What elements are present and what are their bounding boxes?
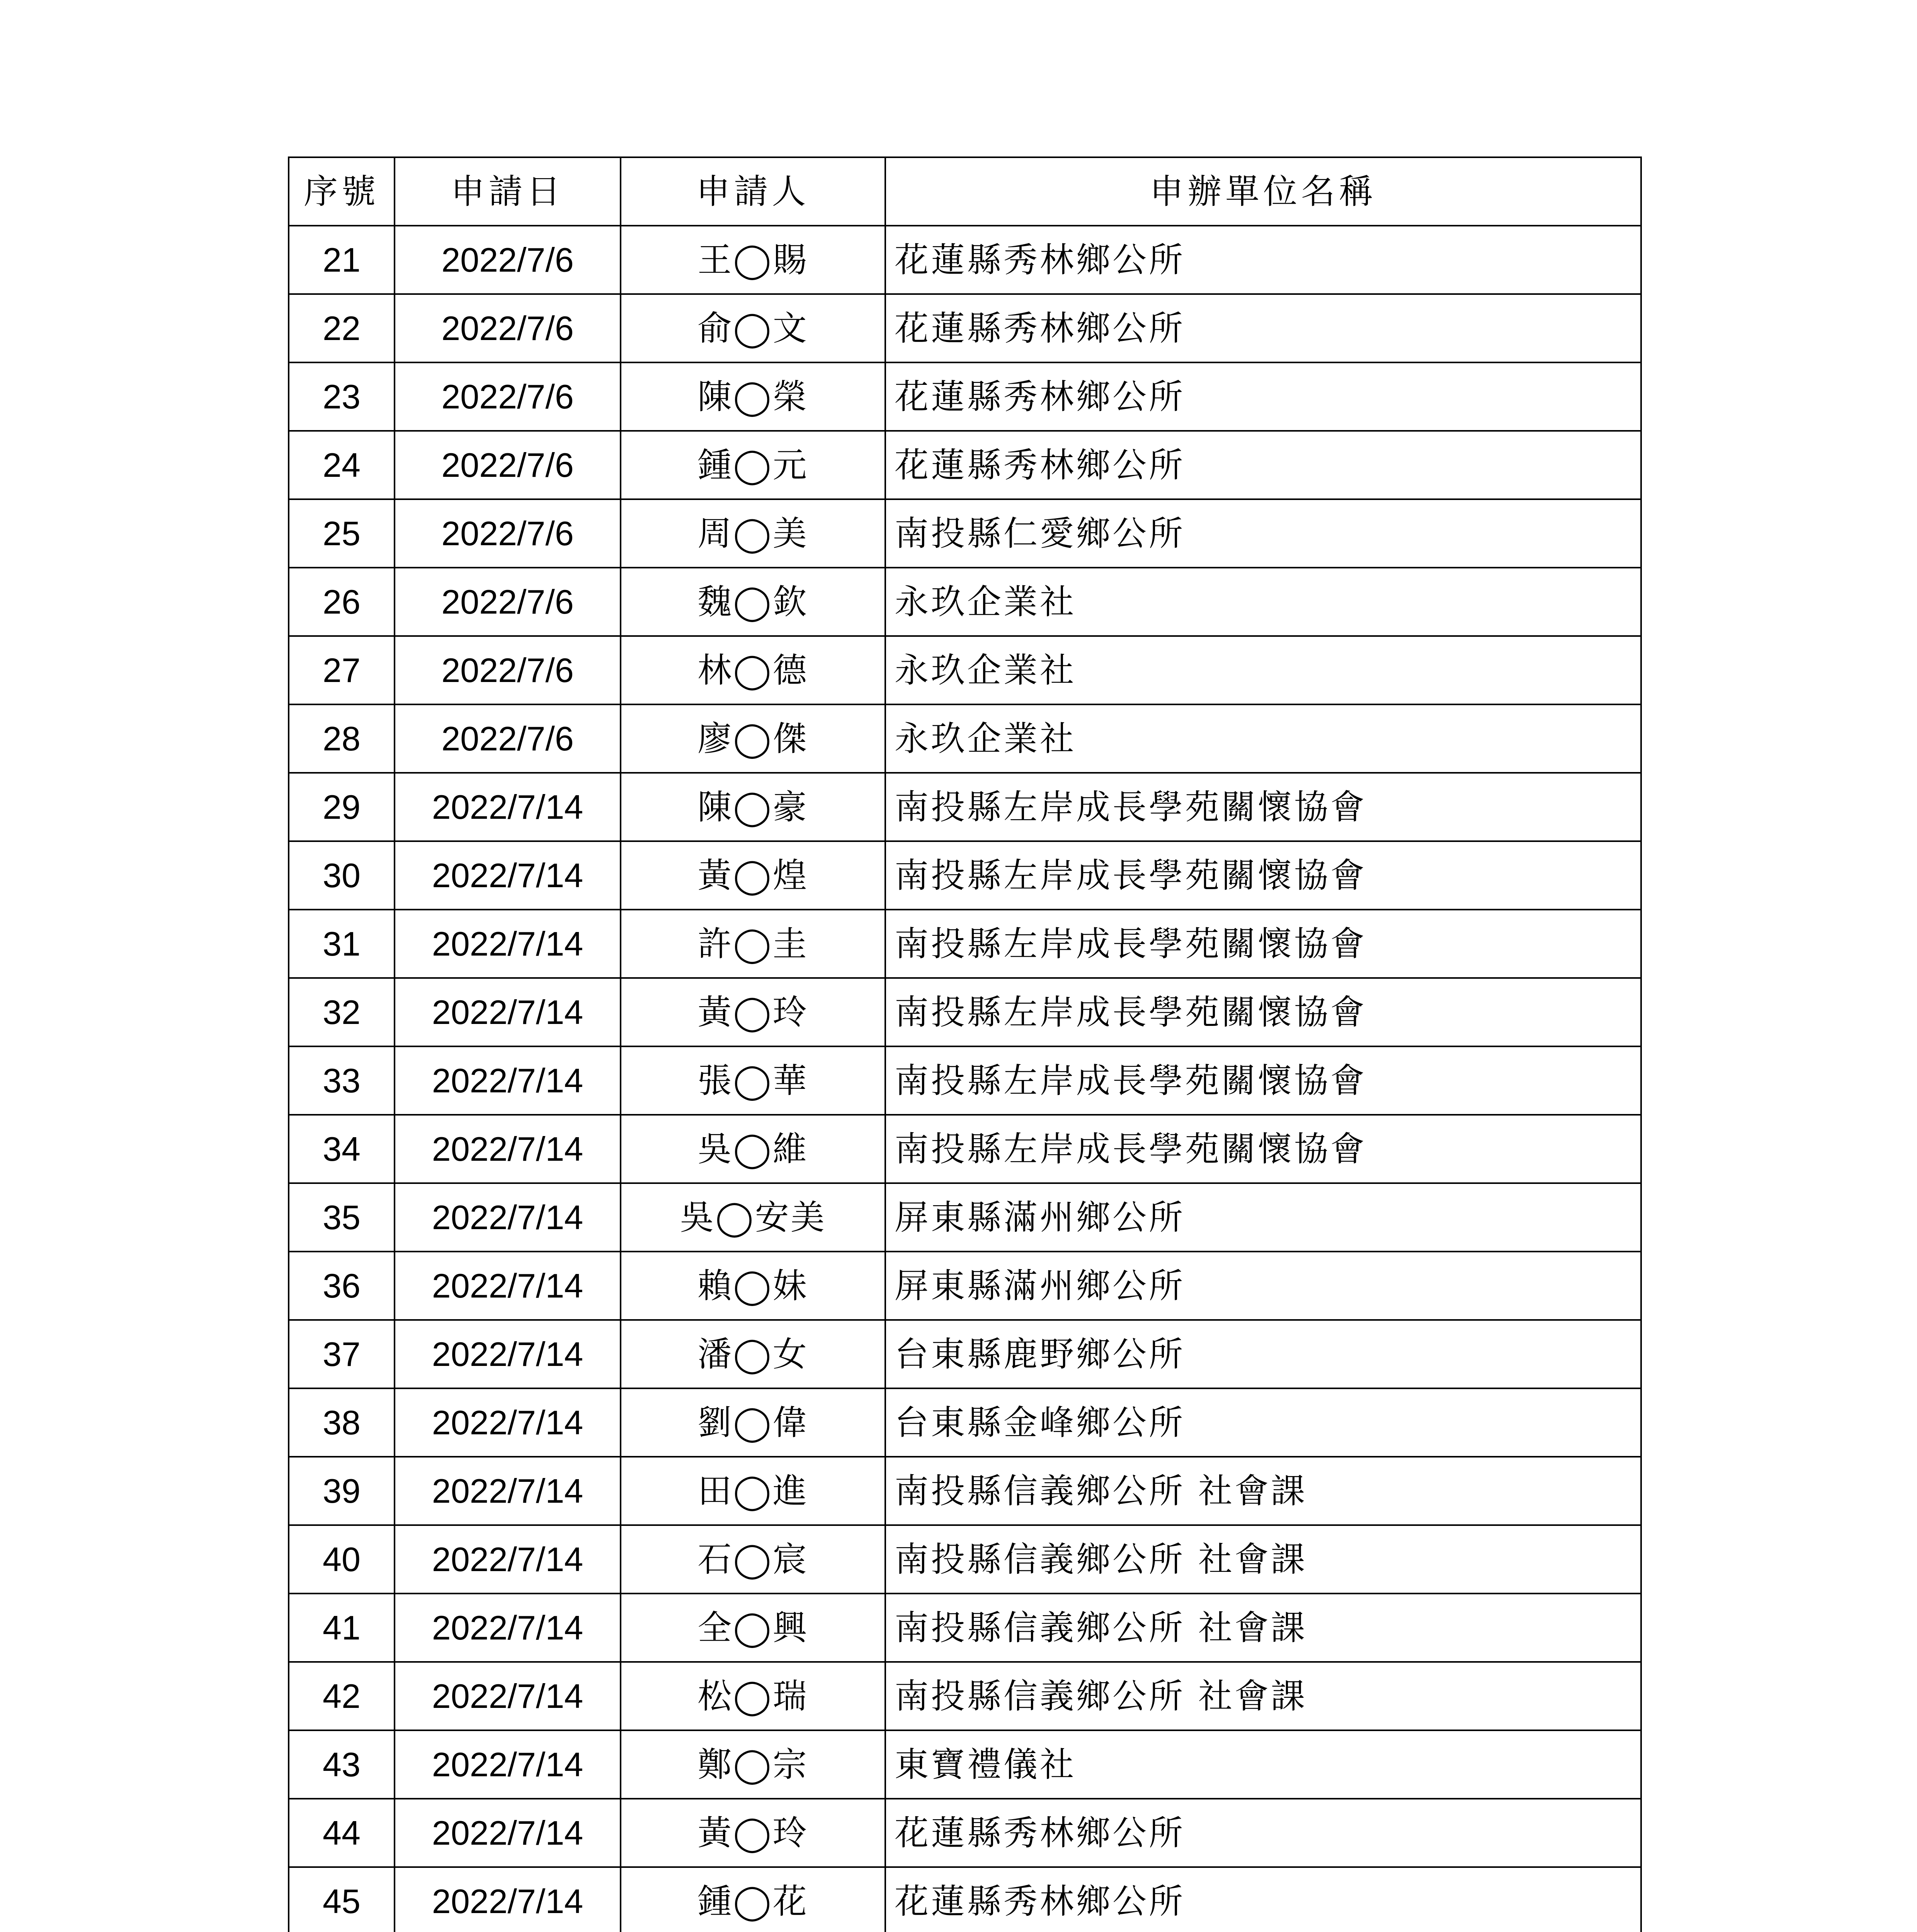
table-row [289, 1252, 1641, 1320]
organization-cell: 花蓮縣秀林鄉公所 [885, 226, 1641, 294]
application-date-cell: 2022/7/14 [395, 1525, 621, 1594]
application-date-cell: 2022/7/6 [395, 362, 621, 431]
table-row [289, 910, 1641, 978]
serial-number-cell: 26 [289, 568, 395, 636]
serial-number-cell: 37 [289, 1320, 395, 1388]
application-date-cell: 2022/7/14 [395, 978, 621, 1046]
applicant-cell: 石◯宸 [621, 1525, 885, 1594]
serial-number-cell: 28 [289, 704, 395, 773]
table-row [289, 568, 1641, 636]
organization-cell: 南投縣信義鄉公所 社會課 [885, 1594, 1641, 1662]
table-row [289, 226, 1641, 294]
application-date-cell: 2022/7/14 [395, 773, 621, 841]
table-row [289, 978, 1641, 1046]
application-date-cell: 2022/7/14 [395, 1183, 621, 1252]
serial-number-cell: 29 [289, 773, 395, 841]
serial-number-cell: 31 [289, 910, 395, 978]
organization-cell: 花蓮縣秀林鄉公所 [885, 294, 1641, 362]
applicant-cell: 黃◯煌 [621, 841, 885, 910]
serial-number-cell: 22 [289, 294, 395, 362]
table-row [289, 841, 1641, 910]
table-body [289, 226, 1641, 1932]
applicant-cell: 鍾◯花 [621, 1867, 885, 1932]
header-organization: 申辦單位名稱 [885, 157, 1641, 226]
table-row [289, 1046, 1641, 1115]
serial-number-cell: 44 [289, 1799, 395, 1867]
table-row [289, 704, 1641, 773]
applicant-cell: 林◯德 [621, 636, 885, 704]
organization-cell: 永玖企業社 [885, 704, 1641, 773]
application-date-cell: 2022/7/14 [395, 841, 621, 910]
table-row [289, 1662, 1641, 1730]
table-row [289, 1183, 1641, 1252]
application-date-cell: 2022/7/14 [395, 1662, 621, 1730]
serial-number-cell: 34 [289, 1115, 395, 1183]
serial-number-cell: 40 [289, 1525, 395, 1594]
organization-cell: 花蓮縣秀林鄉公所 [885, 431, 1641, 499]
table-header [289, 157, 1641, 226]
applicant-cell: 王◯賜 [621, 226, 885, 294]
organization-cell: 花蓮縣秀林鄉公所 [885, 1799, 1641, 1867]
table-row [289, 1320, 1641, 1388]
serial-number-cell: 43 [289, 1730, 395, 1799]
organization-cell: 南投縣左岸成長學苑關懷協會 [885, 773, 1641, 841]
table-row [289, 1388, 1641, 1457]
table-row [289, 773, 1641, 841]
table-row [289, 1730, 1641, 1799]
application-date-cell: 2022/7/14 [395, 1388, 621, 1457]
serial-number-cell: 27 [289, 636, 395, 704]
applicant-cell: 張◯華 [621, 1046, 885, 1115]
table-row [289, 1799, 1641, 1867]
applicant-cell: 吳◯維 [621, 1115, 885, 1183]
applicant-cell: 陳◯榮 [621, 362, 885, 431]
organization-cell: 東寶禮儀社 [885, 1730, 1641, 1799]
serial-number-cell: 25 [289, 499, 395, 568]
organization-cell: 南投縣左岸成長學苑關懷協會 [885, 978, 1641, 1046]
application-date-cell: 2022/7/14 [395, 1046, 621, 1115]
organization-cell: 台東縣鹿野鄉公所 [885, 1320, 1641, 1388]
application-date-cell: 2022/7/14 [395, 1594, 621, 1662]
organization-cell: 南投縣信義鄉公所 社會課 [885, 1457, 1641, 1525]
table-row [289, 1457, 1641, 1525]
table-row [289, 1867, 1641, 1932]
applicant-cell: 黃◯玲 [621, 978, 885, 1046]
header-application-date: 申請日 [395, 157, 621, 226]
application-date-cell: 2022/7/14 [395, 1320, 621, 1388]
application-date-cell: 2022/7/6 [395, 226, 621, 294]
organization-cell: 花蓮縣秀林鄉公所 [885, 1867, 1641, 1932]
applicant-cell: 俞◯文 [621, 294, 885, 362]
header-applicant: 申請人 [621, 157, 885, 226]
serial-number-cell: 33 [289, 1046, 395, 1115]
table-row [289, 1594, 1641, 1662]
serial-number-cell: 32 [289, 978, 395, 1046]
table-row [289, 499, 1641, 568]
applicant-cell: 吳◯安美 [621, 1183, 885, 1252]
serial-number-cell: 38 [289, 1388, 395, 1457]
table-row [289, 1525, 1641, 1594]
applicant-cell: 周◯美 [621, 499, 885, 568]
organization-cell: 台東縣金峰鄉公所 [885, 1388, 1641, 1457]
header-row [289, 157, 1641, 226]
serial-number-cell: 42 [289, 1662, 395, 1730]
applicant-cell: 潘◯女 [621, 1320, 885, 1388]
application-date-cell: 2022/7/6 [395, 499, 621, 568]
application-date-cell: 2022/7/14 [395, 1115, 621, 1183]
organization-cell: 屏東縣滿州鄉公所 [885, 1183, 1641, 1252]
serial-number-cell: 41 [289, 1594, 395, 1662]
serial-number-cell: 36 [289, 1252, 395, 1320]
application-table [288, 156, 1642, 1932]
serial-number-cell: 23 [289, 362, 395, 431]
organization-cell: 南投縣左岸成長學苑關懷協會 [885, 841, 1641, 910]
application-date-cell: 2022/7/6 [395, 568, 621, 636]
organization-cell: 南投縣信義鄉公所 社會課 [885, 1662, 1641, 1730]
applicant-cell: 鄭◯宗 [621, 1730, 885, 1799]
applicant-cell: 陳◯豪 [621, 773, 885, 841]
organization-cell: 南投縣仁愛鄉公所 [885, 499, 1641, 568]
applicant-cell: 鍾◯元 [621, 431, 885, 499]
serial-number-cell: 35 [289, 1183, 395, 1252]
application-date-cell: 2022/7/14 [395, 1799, 621, 1867]
applicant-cell: 劉◯偉 [621, 1388, 885, 1457]
organization-cell: 永玖企業社 [885, 636, 1641, 704]
table-row [289, 362, 1641, 431]
applicant-cell: 魏◯欽 [621, 568, 885, 636]
application-date-cell: 2022/7/14 [395, 1730, 621, 1799]
organization-cell: 南投縣信義鄉公所 社會課 [885, 1525, 1641, 1594]
application-date-cell: 2022/7/6 [395, 431, 621, 499]
table-row [289, 294, 1641, 362]
serial-number-cell: 39 [289, 1457, 395, 1525]
serial-number-cell: 45 [289, 1867, 395, 1932]
organization-cell: 永玖企業社 [885, 568, 1641, 636]
application-date-cell: 2022/7/6 [395, 636, 621, 704]
organization-cell: 南投縣左岸成長學苑關懷協會 [885, 910, 1641, 978]
table-row [289, 1115, 1641, 1183]
applicant-cell: 廖◯傑 [621, 704, 885, 773]
application-date-cell: 2022/7/6 [395, 704, 621, 773]
application-date-cell: 2022/7/14 [395, 1252, 621, 1320]
application-date-cell: 2022/7/14 [395, 910, 621, 978]
serial-number-cell: 24 [289, 431, 395, 499]
header-serial-number: 序號 [289, 157, 395, 226]
applicant-cell: 賴◯妹 [621, 1252, 885, 1320]
organization-cell: 花蓮縣秀林鄉公所 [885, 362, 1641, 431]
table-row [289, 431, 1641, 499]
application-date-cell: 2022/7/6 [395, 294, 621, 362]
application-date-cell: 2022/7/14 [395, 1457, 621, 1525]
applicant-cell: 松◯瑞 [621, 1662, 885, 1730]
applicant-cell: 黃◯玲 [621, 1799, 885, 1867]
table-row [289, 636, 1641, 704]
serial-number-cell: 21 [289, 226, 395, 294]
organization-cell: 屏東縣滿州鄉公所 [885, 1252, 1641, 1320]
serial-number-cell: 30 [289, 841, 395, 910]
applicant-cell: 全◯興 [621, 1594, 885, 1662]
organization-cell: 南投縣左岸成長學苑關懷協會 [885, 1115, 1641, 1183]
application-date-cell: 2022/7/14 [395, 1867, 621, 1932]
applicant-cell: 田◯進 [621, 1457, 885, 1525]
applicant-cell: 許◯圭 [621, 910, 885, 978]
organization-cell: 南投縣左岸成長學苑關懷協會 [885, 1046, 1641, 1115]
